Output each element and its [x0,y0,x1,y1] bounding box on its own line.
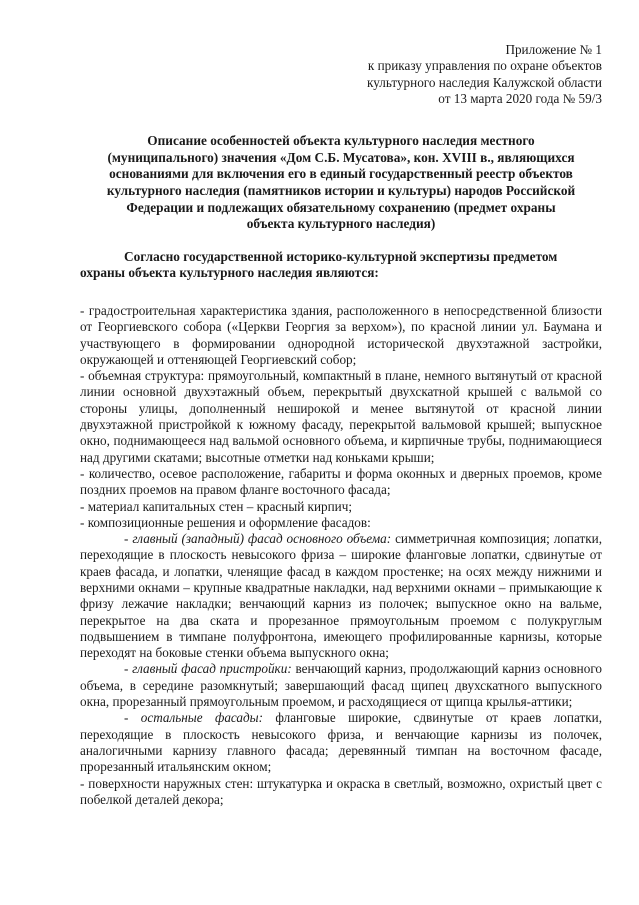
appendix-line: культурного наследия Калужской области [367,74,602,90]
item-wall-material: - материал капитальных стен – красный кирпич; [80,498,353,514]
item-facade-solutions: - композиционные решения и оформление фасадов: [80,514,371,530]
appendix-line: к приказу управления по охране объектов [367,58,602,74]
item-label: - главный фасад пристройки: [124,661,292,677]
intro-line: Согласно государственной историко-культурной экспертизы предметом [124,248,558,264]
item-text: симметричная композиция; лопатки, переходящие в плоскость невысокого фриза – широкие фланговые лопатки, сдвинутые от краев фасада, и лопатки, членящие фасад в каждом простенке; на осях между нижними и верхними окнами – крупные квадратные накладки, над верхними окнами – примыкающие к фризу лежачие накладки; венчающий карниз из полочек; выпускное окно на вальме, перекрытое на два ската и прорезанное прямоугольным проемом с полукруглым подвышением в тимпане полуфронтона, имеющего профилированные карнизы, которые переходят на боковые стенки объема выпускного окна; [80,531,603,661]
title-line: Федерации и подлежащих обязательному сохранению (предмет охраны [126,199,556,215]
item-other-facades [80,710,602,775]
item-label: - остальные фасады: [124,710,264,726]
intro-heading [80,249,602,282]
appendix-header [310,42,602,107]
item-text: венчающий карниз, продолжающий карниз основного объема, в середине разомкнутый; завершающий фасад щипец двухскатного выпускного окна, прорезанный прямоугольным проемом, и расходящиеся от щипца крылья-аттики; [80,661,602,710]
appendix-line: от 13 марта 2020 года № 59/3 [438,90,602,106]
protection-items [80,303,602,808]
item-urban-planning: - градостроительная характеристика здания, расположенного в непосредственной близости от Георгиевского собора («Церкви Георгия за верхом»), по красной линии ул. Баумана и участвующего в формировании однородной исторической двухэтажной застройки, окружающей и оттеняющей Георгиевский собор; [80,302,602,367]
item-annex-facade [80,661,602,710]
title-line: культурного наследия (памятников истории и культуры) народов Российской [106,182,576,198]
title-line: основаниями для включения его в единый государственный реестр объектов [109,166,573,182]
item-text: фланговые широкие, сдвинутые от краев лопатки, переходящие в плоскость невысокого фриза, и венчающие карнизы из полочек, аналогичными карнизу главного фасада; деревянный тимпан на восточном фасаде, прорезанный итальянским окном; [80,710,602,775]
item-wall-surfaces: - поверхности наружных стен: штукатурка и окраска в светлый, возможно, охристый цвет с побелкой деталей декора; [80,775,602,807]
appendix-line: Приложение № 1 [505,42,602,57]
item-openings: - количество, осевое расположение, габариты и форма оконных и дверных проемов, кроме поздних проемов на правом фланге восточного фасада; [80,465,602,498]
item-volume-structure: - объемная структура: прямоугольный, компактный в плане, немного вытянутый от красной линии основной двухэтажный объем, перекрытый двухскатной крышей с вальмой со стороны улицы, дополненный неширокой и менее вытянутой от красной линии двухэтажной пристройкой к южному фасаду, перекрытой вальмовой крышей; выпускное окно, поднимающееся над вальмой основного объема, и кирпичные трубы, поднимающиеся над другими скатами; высотные отметки над коньками крыши; [80,368,602,465]
item-label: - главный (западный) фасад основного объема: [124,531,392,547]
title-line: Описание особенностей объекта культурного наследия местного [147,133,535,149]
item-main-facade [80,531,602,661]
title-line: объекта культурного наследия) [246,216,436,232]
title-line: (муниципального) значения «Дом С.Б. Мусатова», кон. XVIII в., являющихся [107,149,575,165]
document-title [80,133,602,233]
intro-line: охраны объекта культурного наследия являются: [80,265,379,281]
